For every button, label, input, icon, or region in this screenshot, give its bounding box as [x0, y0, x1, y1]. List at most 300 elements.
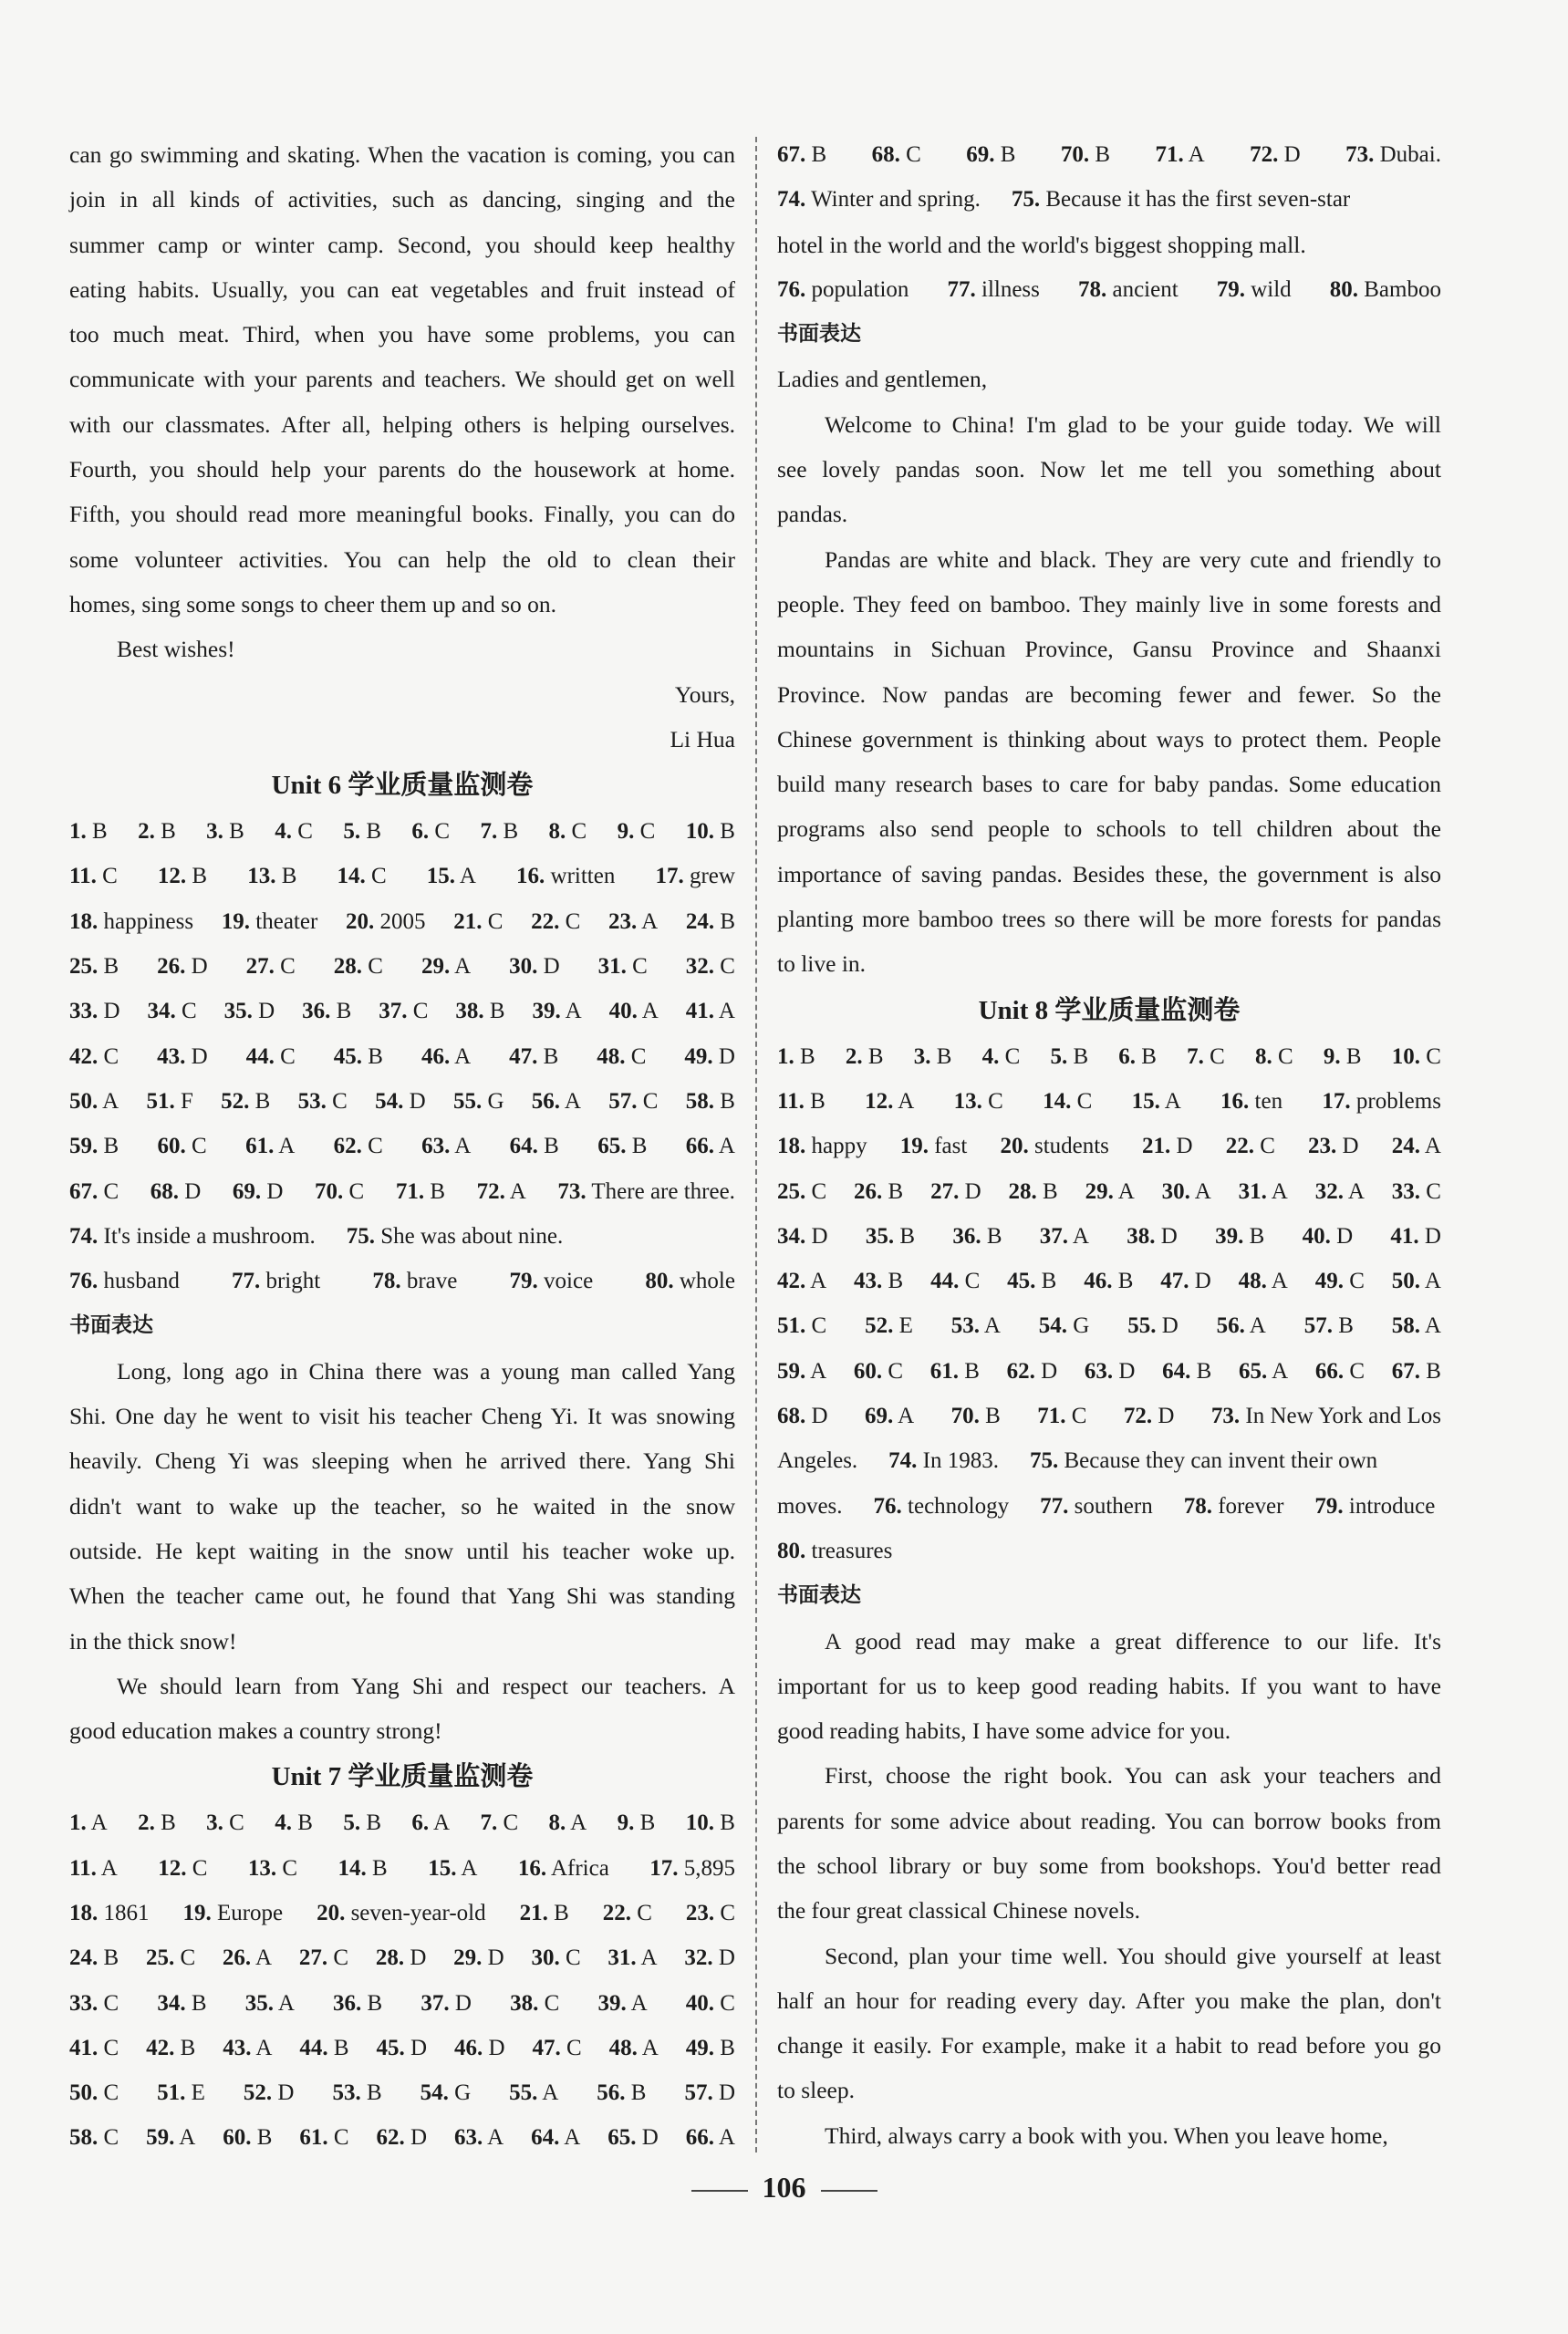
answer-number: 49.: [1314, 1269, 1344, 1294]
answer-number: 18.: [777, 1134, 806, 1159]
answer-number: 41.: [69, 2035, 99, 2060]
answer-value: A: [564, 2125, 581, 2151]
answer-number: 63.: [454, 2125, 483, 2151]
answer-item: [69, 2026, 119, 2070]
answer-row: [777, 1529, 1441, 1573]
answer-number: 33.: [69, 1990, 99, 2016]
answer-item: [982, 1034, 1021, 1079]
answer-value: A: [718, 1134, 735, 1159]
answer-row: [69, 899, 735, 944]
answer-number: 20.: [346, 908, 375, 934]
answer-item: [69, 1259, 180, 1303]
answer-number: 74.: [777, 187, 806, 213]
answer-item: [1239, 1349, 1288, 1394]
answer-item: [1187, 1034, 1225, 1079]
answer-number: 5.: [343, 819, 361, 845]
answer-number: 62.: [1006, 1358, 1035, 1384]
answer-item: [686, 1079, 735, 1124]
answer-value: A: [810, 1269, 827, 1294]
answer-value: C: [1278, 1043, 1293, 1069]
answer-item: [510, 1124, 559, 1168]
answer-number: 71.: [395, 1178, 425, 1204]
answer-item: [1012, 177, 1350, 222]
writing-line: programs also send people to schools to tell children about the: [777, 815, 1441, 843]
answer-number: 44.: [245, 1043, 275, 1069]
answer-item: [1007, 1259, 1056, 1303]
answer-value: D: [1342, 1134, 1359, 1159]
answer-number: 4.: [275, 1810, 292, 1836]
answer-value: 2005: [379, 908, 426, 934]
answer-row: [777, 1438, 1441, 1483]
writing-line: good education makes a country strong!: [69, 1717, 442, 1745]
answer-item: [158, 854, 207, 898]
answer-value: A: [100, 1855, 118, 1881]
answer-value: B: [430, 1178, 445, 1204]
answer-value: B: [899, 1223, 916, 1249]
answer-number: 6.: [411, 819, 430, 845]
answer-number: 45.: [333, 1043, 363, 1069]
answer-value: A: [459, 864, 476, 889]
answer-item: [518, 1846, 609, 1891]
answer-number: 22.: [1225, 1134, 1254, 1159]
answer-value: A: [898, 1088, 915, 1114]
answer-item: [645, 1259, 735, 1303]
answer-item: [1390, 1214, 1441, 1259]
answer-value: C: [888, 1358, 904, 1384]
answer-number: 12.: [157, 864, 187, 889]
answer-value: C: [280, 1043, 296, 1069]
answer-value: happy: [811, 1134, 867, 1159]
answer-value: B: [161, 1810, 176, 1836]
answer-number: 79.: [1216, 276, 1245, 302]
answer-number: 64.: [509, 1134, 538, 1159]
answer-number: 77.: [947, 276, 976, 302]
answer-value: G: [487, 1088, 504, 1114]
answer-number: 77.: [1040, 1493, 1069, 1519]
answer-item: [866, 1214, 915, 1259]
answer-number: 39.: [597, 1990, 627, 2016]
answer-number: 52.: [221, 1088, 250, 1114]
answer-value: problems: [1355, 1088, 1441, 1114]
answer-value: A: [640, 1945, 658, 1971]
writing-line: important for us to keep good reading habits. If you want to have: [777, 1672, 1441, 1699]
answer-value: B: [103, 954, 119, 980]
answer-item: [649, 1846, 735, 1891]
answer-number: 44.: [299, 2035, 328, 2060]
answer-item: [138, 809, 176, 854]
answer-item: [1085, 1349, 1136, 1394]
answer-value: In 1983.: [922, 1448, 999, 1474]
answer-item: [334, 1034, 383, 1079]
answer-item: [477, 1169, 526, 1214]
answer-item: [777, 1034, 815, 1079]
answer-value: B: [720, 2035, 735, 2060]
page-number: 106: [762, 2171, 806, 2204]
answer-value: ten: [1254, 1088, 1283, 1114]
writing-line: outside. He kept waiting in the snow until his teacher woke up.: [69, 1537, 735, 1564]
letter-line: too much meat. Third, when you have some problems, you can: [69, 321, 735, 348]
answer-item: [777, 1169, 826, 1214]
answer-value: A: [90, 1810, 108, 1836]
answer-item: [232, 1259, 320, 1303]
answer-number: 43.: [157, 1043, 186, 1069]
writing-line: mountains in Sichuan Province, Gansu Province and Shaanxi: [777, 636, 1441, 663]
answer-value: wild: [1251, 276, 1292, 302]
answer-number: 79.: [1314, 1493, 1344, 1519]
answer-number: 42.: [146, 2035, 175, 2060]
answer-number: 24.: [69, 1945, 99, 1971]
answer-value: D: [184, 1178, 202, 1204]
unit8-title: Unit 8 学业质量监测卷: [978, 995, 1241, 1025]
answer-item: [346, 899, 426, 944]
answer-number: 16.: [1220, 1088, 1250, 1114]
answer-number: 2.: [138, 1810, 155, 1836]
answer-item: [777, 1259, 826, 1303]
answer-value: husband: [103, 1269, 180, 1294]
answer-item: [317, 1891, 486, 1935]
answer-value: D: [410, 1945, 427, 1971]
answer-item: [69, 944, 119, 989]
answer-item: [221, 1079, 270, 1124]
answer-item: [453, 1079, 504, 1124]
answer-item: [69, 1800, 108, 1845]
answer-number: 76.: [873, 1493, 902, 1519]
answer-number: 18.: [69, 1900, 99, 1925]
answer-number: 21.: [1142, 1134, 1171, 1159]
answer-number: 75.: [1030, 1448, 1059, 1474]
answer-value: She was about nine.: [380, 1223, 564, 1249]
answer-number: 80.: [777, 1538, 806, 1563]
answer-item: [686, 1800, 735, 1845]
letter-sign-yours: Yours,: [674, 680, 735, 708]
answer-value: D: [258, 999, 275, 1024]
answer-item: [948, 267, 1040, 312]
answer-item: [777, 1438, 857, 1483]
answer-value: C: [639, 819, 656, 845]
answer-number: 6.: [1118, 1043, 1137, 1069]
answer-item: [1304, 1303, 1354, 1348]
answer-value: C: [1071, 1404, 1087, 1429]
answer-number: 15.: [426, 864, 455, 889]
answer-item: [343, 1800, 381, 1845]
answer-number: 51.: [146, 1088, 175, 1114]
answer-value: C: [565, 1945, 581, 1971]
answer-number: 29.: [421, 954, 451, 980]
answer-item: [148, 989, 197, 1033]
answer-value: E: [898, 1313, 913, 1339]
answer-value: A: [565, 999, 582, 1024]
answer-row: [69, 1935, 735, 1980]
answer-item: [299, 1935, 348, 1980]
answer-number: 65.: [597, 1134, 627, 1159]
answer-value: C: [103, 1178, 119, 1204]
answer-row: [777, 1394, 1441, 1438]
answer-value: D: [811, 1223, 828, 1249]
answer-item: [532, 1079, 581, 1124]
answer-value: A: [1072, 1223, 1089, 1249]
answer-value: A: [1164, 1088, 1181, 1114]
answer-number: 37.: [421, 1990, 450, 2016]
answer-item: [69, 1079, 119, 1124]
answer-item: [533, 989, 582, 1033]
answer-number: 66.: [1314, 1358, 1345, 1384]
answer-value: B: [192, 864, 208, 889]
answer-item: [455, 989, 504, 1033]
answer-row: [69, 2070, 735, 2115]
answer-row: [777, 1349, 1441, 1394]
answer-item: [1239, 1259, 1288, 1303]
answer-value: In New York and Los: [1245, 1404, 1441, 1429]
writing-line: Welcome to China! I'm glad to be your guide today. We will: [825, 410, 1441, 438]
answer-number: 27.: [930, 1178, 960, 1204]
answer-number: 49.: [685, 2035, 714, 2060]
answer-item: [1043, 1079, 1092, 1124]
answer-number: 15.: [1131, 1088, 1160, 1114]
answer-item: [411, 809, 450, 854]
answer-value: A: [454, 1134, 472, 1159]
answer-value: D: [277, 2080, 295, 2106]
answer-value: C: [180, 1945, 196, 1971]
answer-value: theater: [255, 908, 318, 934]
answer-number: 80.: [645, 1269, 674, 1294]
answer-number: 38.: [1127, 1223, 1156, 1249]
answer-item: [777, 1079, 826, 1124]
answer-number: 76.: [777, 276, 806, 302]
answer-item: [1084, 1259, 1133, 1303]
answer-number: 10.: [685, 1810, 714, 1836]
writing-line: people. They feed on bamboo. They mainly live in some forests and: [777, 590, 1441, 617]
letter-line: join in all kinds of activities, such as dancing, singing and the: [69, 186, 735, 213]
answer-item: [1078, 267, 1179, 312]
writing-line: the four great classical Chinese novels.: [777, 1897, 1140, 1924]
answer-number: 12.: [865, 1088, 894, 1114]
answer-number: 10.: [685, 819, 714, 845]
letter-sign-name: Li Hua: [670, 725, 735, 752]
answer-number: 25.: [69, 954, 99, 980]
answer-item: [146, 2026, 195, 2070]
answer-item: [377, 2026, 428, 2070]
answer-item: [1315, 1349, 1365, 1394]
answer-value: C: [566, 2035, 582, 2060]
answer-value: C: [544, 1990, 560, 2016]
answer-item: [777, 267, 909, 312]
answer-value: A: [641, 999, 659, 1024]
answer-item: [777, 1394, 828, 1438]
answer-value: C: [348, 1178, 365, 1204]
writing-line: Province. Now pandas are becoming fewer and fewer. So the: [777, 680, 1441, 708]
answer-number: 9.: [1323, 1043, 1341, 1069]
answer-number: 34.: [157, 1990, 186, 2016]
writing-line: Ladies and gentlemen,: [777, 366, 988, 393]
answer-value: C: [103, 1043, 119, 1069]
answer-number: 50.: [69, 1088, 99, 1114]
answer-value: illness: [981, 276, 1040, 302]
answer-value: 1861: [103, 1900, 150, 1925]
answer-value: D: [410, 2035, 428, 2060]
answer-number: 9.: [617, 819, 635, 845]
answer-item: [158, 1124, 207, 1168]
answer-item: [1392, 1303, 1441, 1348]
answer-item: [549, 809, 587, 854]
answer-value: D: [409, 1088, 426, 1114]
answer-item: [854, 1349, 903, 1394]
answer-item: [686, 1124, 735, 1168]
answer-row: [69, 1169, 735, 1214]
answer-item: [1392, 1034, 1441, 1079]
answer-number: 74.: [888, 1448, 918, 1474]
answer-item: [69, 809, 108, 854]
answer-number: 67.: [1391, 1358, 1420, 1384]
answer-item: [146, 1079, 192, 1124]
answer-item: [1392, 1259, 1441, 1303]
answer-value: bright: [265, 1269, 321, 1294]
answer-item: [1239, 1169, 1288, 1214]
answer-value: A: [454, 1043, 472, 1069]
answer-item: [69, 1169, 119, 1214]
answer-number: 40.: [1302, 1223, 1331, 1249]
answer-value: D: [1158, 1404, 1175, 1429]
answer-value: B: [639, 1810, 656, 1836]
answer-value: B: [630, 2080, 647, 2106]
answer-value: population: [811, 276, 909, 302]
answer-value: A: [983, 1313, 1001, 1339]
answer-value: C: [368, 954, 383, 980]
answer-item: [509, 944, 560, 989]
answer-item: [609, 2026, 659, 2070]
answer-number: 23.: [1308, 1134, 1337, 1159]
answer-value: A: [509, 1178, 526, 1204]
answer-value: D: [543, 954, 560, 980]
answer-number: 37.: [1039, 1223, 1069, 1249]
answer-number: 54.: [375, 1088, 404, 1114]
answer-value: A: [1424, 1313, 1441, 1339]
answer-value: C: [632, 954, 648, 980]
answer-item: [531, 2115, 580, 2160]
answer-item: [372, 1259, 457, 1303]
answer-number: 72.: [1250, 142, 1279, 167]
writing-line: in the thick snow!: [69, 1627, 237, 1655]
answer-value: B: [103, 1945, 119, 1971]
answer-item: [1217, 1303, 1266, 1348]
answer-item: [1085, 1169, 1135, 1214]
writing-line: planting more bamboo trees so there will be more forests for pandas: [777, 906, 1441, 933]
answer-number: 63.: [421, 1134, 451, 1159]
answer-value: B: [720, 1088, 735, 1114]
answer-value: Angeles.: [777, 1448, 858, 1474]
answer-number: 22.: [531, 908, 560, 934]
writing-line: A good read may make a great difference to our life. It's: [825, 1627, 1441, 1655]
answer-number: 63.: [1084, 1358, 1114, 1384]
answer-value: C: [102, 864, 118, 889]
writing-line: Third, always carry a book with you. When you leave home,: [825, 2121, 1388, 2149]
answer-value: B: [503, 819, 519, 845]
answer-value: A: [1271, 1178, 1288, 1204]
answer-number: 58.: [69, 2125, 99, 2151]
answer-value: treasures: [811, 1538, 893, 1563]
answer-value: D: [266, 1178, 284, 1204]
answer-number: 62.: [333, 1134, 362, 1159]
answer-item: [69, 1846, 118, 1891]
answer-item: [1392, 1349, 1441, 1394]
answer-value: A: [454, 954, 472, 980]
unit8-writing-heading: 书面表达: [777, 1583, 861, 1608]
answer-number: 74.: [69, 1223, 99, 1249]
answer-item: [609, 989, 659, 1033]
answer-value: A: [564, 1088, 581, 1114]
answer-number: 54.: [420, 2080, 449, 2106]
answer-number: 28.: [375, 1945, 405, 1971]
answer-item: [607, 2115, 659, 2160]
answer-value: B: [297, 1810, 313, 1836]
answer-value: B: [964, 1358, 980, 1384]
answer-value: D: [454, 1990, 472, 2016]
answer-item: [865, 1394, 914, 1438]
answer-value: C: [503, 1810, 519, 1836]
answer-value: A: [1347, 1178, 1365, 1204]
answer-number: 66.: [685, 2125, 714, 2151]
answer-item: [1160, 1259, 1211, 1303]
writing-line: Pandas are white and black. They are very cute and friendly to: [825, 545, 1441, 573]
answer-item: [223, 1935, 272, 1980]
answer-value: C: [1426, 1043, 1441, 1069]
answer-number: 37.: [379, 999, 408, 1024]
answer-item: [1211, 1394, 1441, 1438]
answer-value: B: [985, 1404, 1001, 1429]
answer-item: [275, 809, 313, 854]
answer-row: [777, 1484, 1441, 1529]
answer-item: [1000, 1124, 1108, 1168]
answer-value: B: [366, 1810, 381, 1836]
answer-value: B: [631, 1134, 648, 1159]
answer-number: 8.: [548, 819, 566, 845]
answer-item: [224, 989, 275, 1033]
answer-item: [248, 1846, 297, 1891]
answer-value: B: [281, 864, 297, 889]
answer-number: 73.: [557, 1178, 587, 1204]
answer-number: 28.: [1008, 1178, 1037, 1204]
writing-line: see lovely pandas soon. Now let me tell you something about: [777, 456, 1441, 483]
answer-number: 10.: [1391, 1043, 1420, 1069]
answer-item: [69, 1981, 119, 2026]
answer-item: [1040, 1484, 1153, 1529]
answer-number: 32.: [685, 954, 714, 980]
answer-item: [1392, 1169, 1441, 1214]
answer-value: B: [1338, 1313, 1354, 1339]
letter-line: homes, sing some songs to cheer them up and so on.: [69, 590, 557, 617]
answer-item: [951, 1303, 1001, 1348]
answer-number: 73.: [1345, 142, 1375, 167]
answer-row: [69, 1079, 735, 1124]
answer-value: C: [192, 1134, 207, 1159]
answer-value: A: [1271, 1269, 1288, 1294]
answer-item: [69, 989, 120, 1033]
answer-number: 70.: [1060, 142, 1090, 167]
answer-item: [1127, 1214, 1178, 1259]
answer-value: B: [810, 1088, 826, 1114]
unit7-writing: [777, 357, 1441, 986]
answer-item: [1250, 132, 1301, 177]
answer-item: [684, 1034, 735, 1079]
answer-number: 16.: [516, 864, 545, 889]
answer-number: 36.: [302, 999, 331, 1024]
answer-row: [69, 854, 735, 898]
unit6-writing-heading: 书面表达: [69, 1313, 153, 1338]
answer-item: [338, 1846, 388, 1891]
answer-value: C: [182, 999, 197, 1024]
answer-value: B: [92, 819, 108, 845]
answer-item: [275, 1800, 313, 1845]
answer-value: brave: [406, 1269, 458, 1294]
